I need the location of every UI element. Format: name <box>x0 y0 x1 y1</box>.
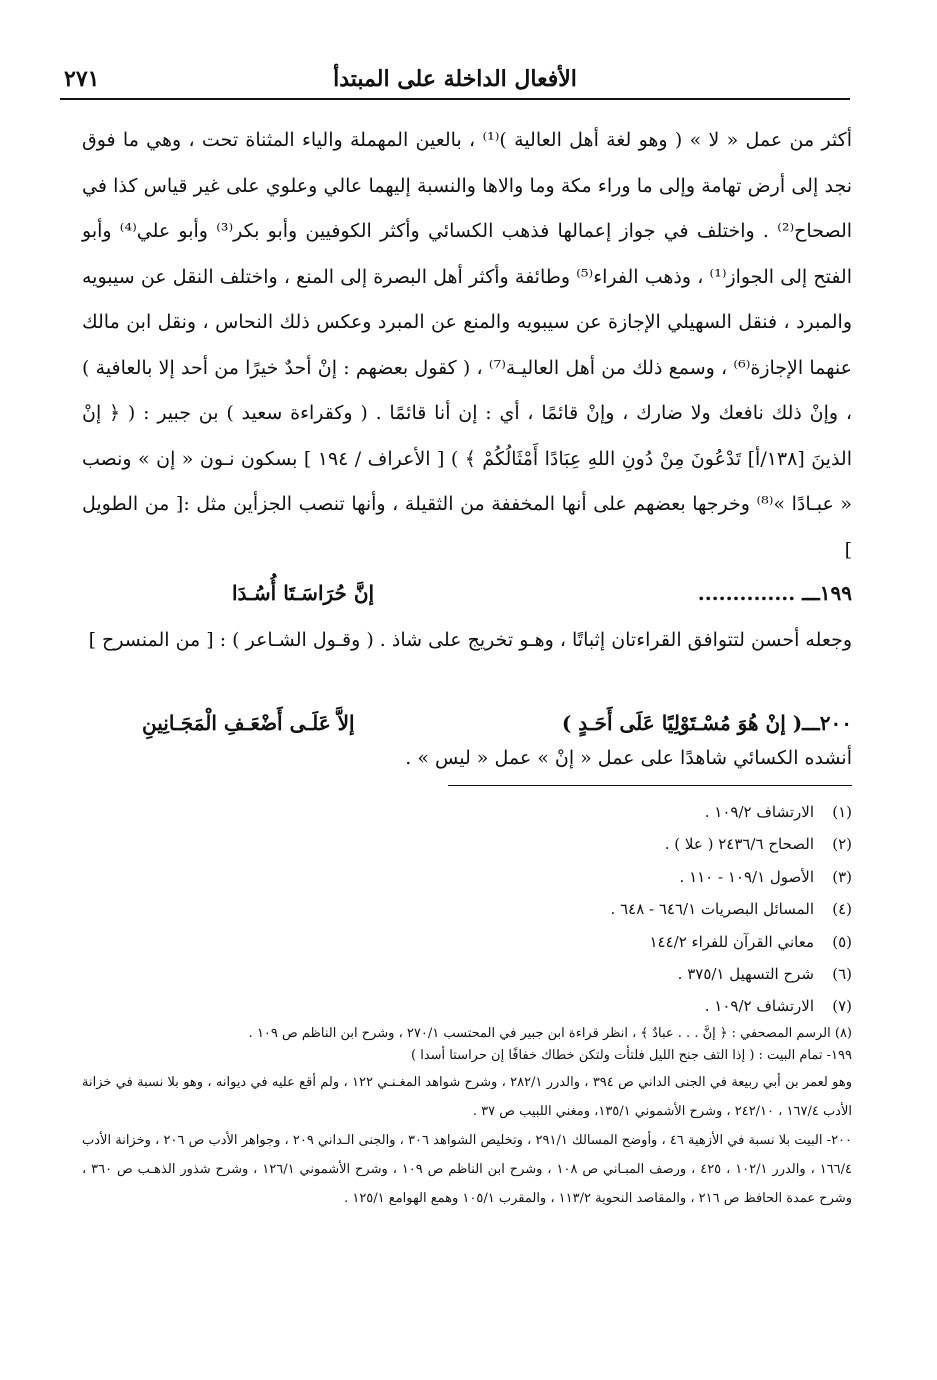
footnote-number: (٧) <box>832 997 852 1016</box>
verse-200-hemistich-2: إلاَّ عَلَـى أَضْعَـفِ الْمَجَـانِينِ <box>142 711 355 735</box>
verse-200-hemistich-1: ٢٠٠ـــ( إنْ هُوَ مُسْـتَوْلِيًا عَلَى أَحَـدٍ ) <box>561 711 852 735</box>
footnote-number: (٣) <box>832 867 852 886</box>
main-text-3 <box>82 736 852 782</box>
footnote-number: (١) <box>832 803 852 821</box>
footnote-item <box>82 926 852 958</box>
footnote-200-sources: ٢٠٠- البيت بلا نسبة في الأزهية ٤٦ ، وأوضح المسالك ٢٩١/١ ، وتخليص الشواهد ٣٠٦ ، والجنى الـداني ٢٠٩ ، وجواهر الأدب ص ٢٠٦ ، وخزانة الأدب ١٦٦/٤ ، والدرر ١٠٢/١ ، ٤٢٥ ، ورصف المبـاني ص ١٠٨ ، وشرح ابن الناظم ص ١٠٩ ، وشرح الأشموني ١٢٦/١ ، وشرح شذور الذهـب ص ٣٦٠ ، وشرح عمدة الحافظ ص ٢١٦ ، والمقاصد النحوية ١١٣/٢ ، والمقرب ١٠٥/١ وهمع الهوامع ١٢٥/١ . <box>82 1132 853 1206</box>
footnote-text: شرح التسهيل ٣٧٥/١ . <box>677 965 814 984</box>
paragraph-1: أكثر من عمل « لا » ( وهو لغة أهل العالية )⁽¹⁾ ، بالعين المهملة والياء المثناة تحت ، وهي ما فوق نجد إلى أرض تهامة وإلى ما وراء مكة وما والاها والنسبة إليهما عالي وعلوي على غير قياس كذا في الصحاح⁽²⁾ . واختلف في جواز إعمالها فذهب الكسائي وأكثر الكوفيين وأبو بكر⁽³⁾ وأبو علي⁽⁴⁾ وأبو الفتح إلى الجواز⁽¹⁾ ، وذهب الفراء⁽⁵⁾ وطائفة وأكثر أهل البصرة إلى المنع ، واختلف النقل عن سيبويه والمبرد ، فنقل السهيلي الإجازة عن سيبويه والمنع عن المبرد وعكس ذلك النحاس ، ونقل ابن مالك عنهما الإجازة⁽⁶⁾ ، وسمع ذلك من أهل العاليـة⁽⁷⁾ ، ( كقول بعضهم : إنْ أحدٌ خيرًا من أحد إلا بالعافية ) ، وإنْ ذلك نافعك ولا ضارك ، وإنْ قائمًا ، أي : إن أنا قائمًا . ( وكقراءة سعيد ) بن جبير : ( ﴿ إنْ الذينَ [١٣٨/أ] تَدْعُونَ مِنْ دُونِ اللهِ عِبَادًا أَمْثَالُكُمْ ﴾ ) [ الأعراف / ١٩٤ ] بسكون نـون « إن » ونصب « عبـادًا »⁽⁸⁾ وخرجها بعضهم على أنها المخففة من الثقيلة ، وأنها تنصب الجزأين مثل :[ من الطويل ] <box>82 129 853 561</box>
main-text-2 <box>82 618 852 664</box>
footnote-number: (٢) <box>832 835 852 854</box>
verse-199-text: إنَّ حُرَاسَـتَا أُسُـدَا <box>232 581 375 605</box>
footnote-text: معاني القرآن للفراء ١٤٤/٢ <box>649 932 814 951</box>
paragraph-3: أنشده الكسائي شاهدًا على عمل « إنْ » عمل « ليس » . <box>405 747 852 769</box>
main-text <box>82 118 852 573</box>
verse-199-number: ١٩٩ـــ .............. <box>697 581 852 605</box>
footnote-item <box>82 958 852 990</box>
footnote-text: الأصول ١٠٩/١ - ١١٠ . <box>679 867 814 886</box>
footnote-text: الصحاح ٢٤٣٦/٦ ( علا ) . <box>664 835 814 854</box>
paragraph-2: وجعله أحسن لتتوافق القراءتان إثباتًا ، وهـو تخريج على شاذ . ( وقـول الشـاعر ) : [ من المنسرح ] <box>88 629 852 651</box>
footnote-item <box>82 893 852 925</box>
footnote-text: الارتشاف ١٠٩/٢ . <box>704 997 814 1016</box>
footnote-separator <box>448 785 852 786</box>
footnote-text: الارتشاف ١٠٩/٢ . <box>704 803 814 821</box>
footnote-199-title: ١٩٩- تمام البيت : ( إذا التف جنح الليل فلتأت ولتكن خطاك خفافًا إن حراستا أسدا ) <box>411 1048 852 1064</box>
footnote-number: (٥) <box>832 932 852 951</box>
footnote-199-sources: وهو لعمر بن أبي ربيعة في الجنى الداني ص ٣٩٤ ، والدرر ٢٨٢/١ ، وشرح شواهد المغـنـي ١٢٢ ، ولم أقع عليه في ديوانه ، وهو بلا نسبة في خزانة الأدب ١٦٧/٤ ، ٢٤٢/١٠ ، وشرح الأشموني ١٣٥/١، ومغني اللبيب ص ٣٧ . <box>82 1074 852 1119</box>
footnote-text: المسائل البصريات ٦٤٦/١ - ٦٤٨ . <box>610 900 814 919</box>
footnote-item <box>82 796 852 828</box>
footnote-8: (٨) الرسم المصحفي : ﴿ إنَّ . . . عبادٌ ﴾ ، انظر قراءة ابن جبير في المحتسب ٢٧٠/١ ، وشرح ابن الناظم ص ١٠٩ . <box>248 1025 852 1041</box>
footnote-item <box>82 828 852 860</box>
page-header <box>60 66 850 100</box>
footnotes <box>82 796 852 1213</box>
footnote-item <box>82 861 852 893</box>
running-title: الأفعال الداخلة على المبتدأ <box>333 66 577 92</box>
footnote-number: (٤) <box>832 900 852 919</box>
page-number: ٢٧١ <box>64 66 100 92</box>
footnote-item <box>82 990 852 1022</box>
footnote-number: (٦) <box>832 965 852 984</box>
